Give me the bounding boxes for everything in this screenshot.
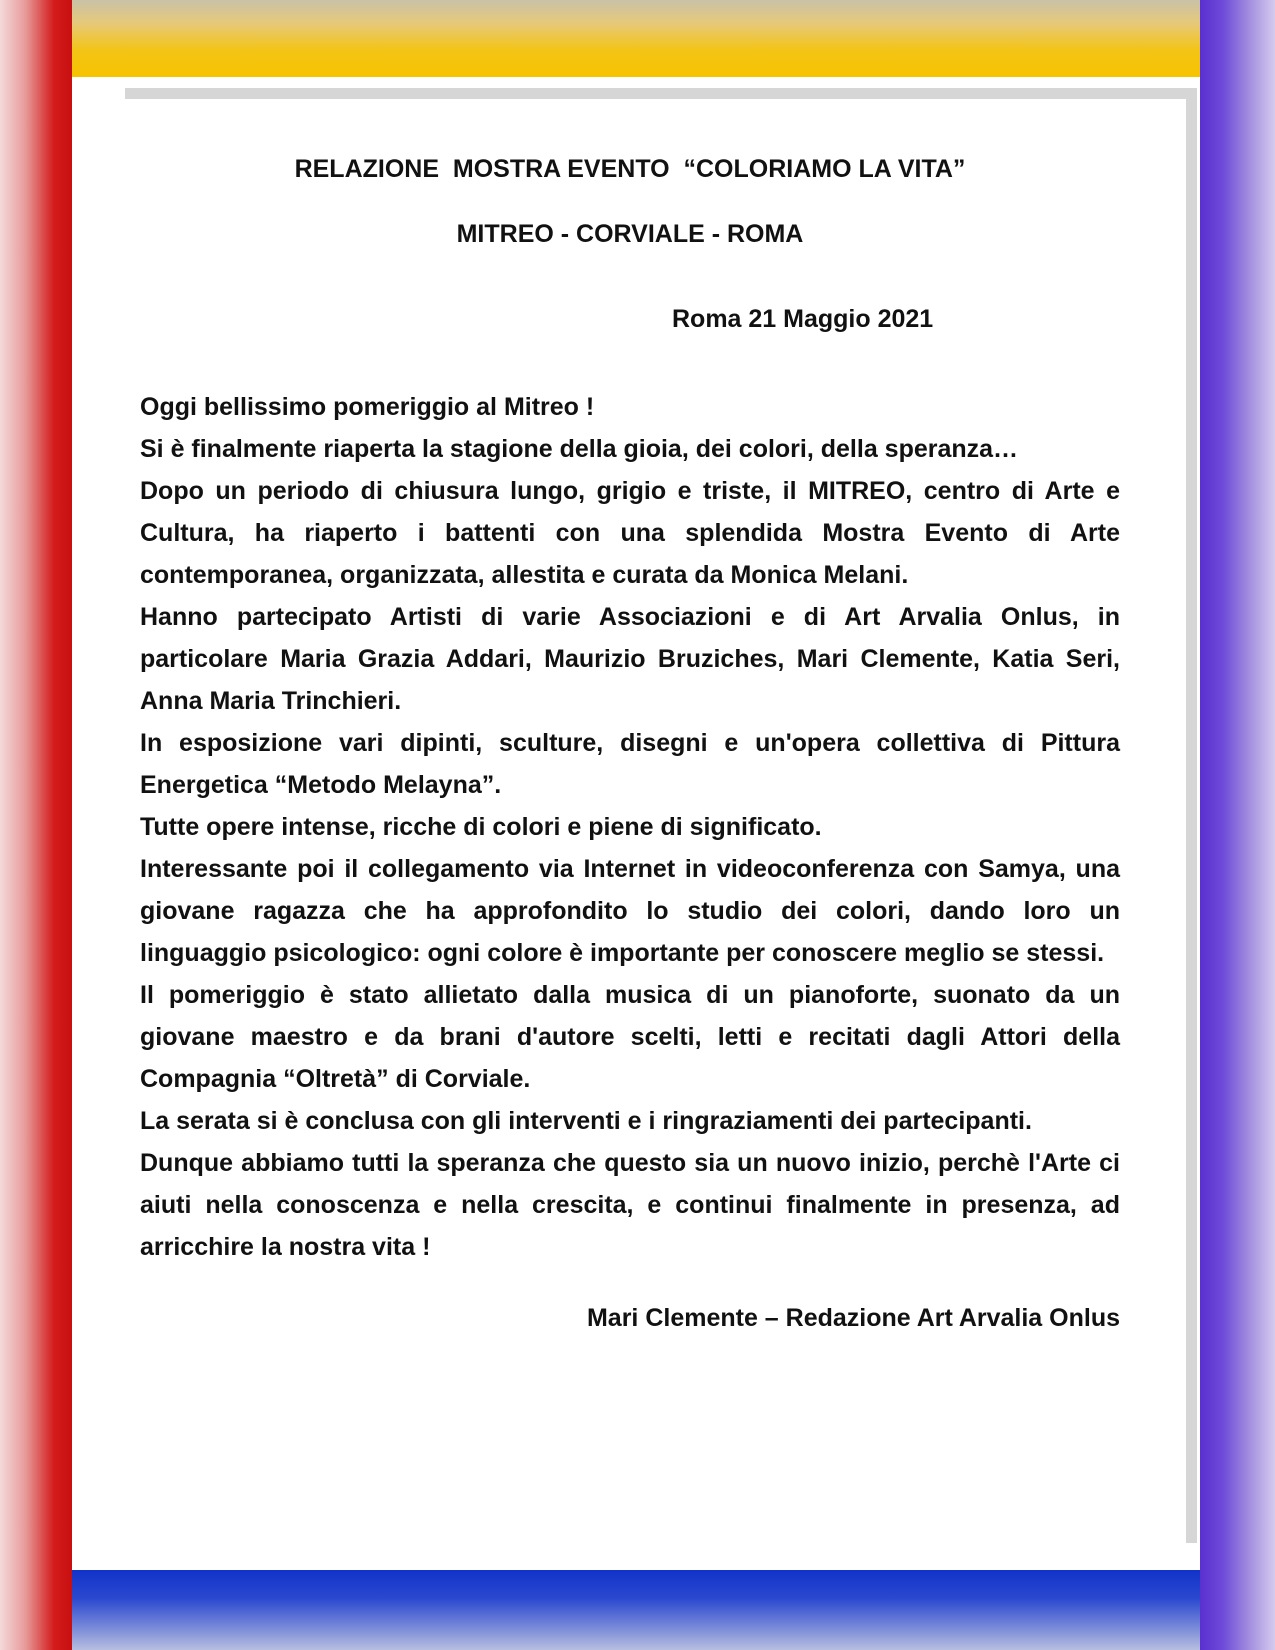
paragraph: Tutte opere intense, ricche di colori e piene di significato. [140,813,822,841]
page-shadow-top [125,88,1197,99]
paragraph: Dunque abbiamo tutti la speranza che questo sia un nuovo inizio, perchè l'Arte ci aiuti nella conoscenza e nella crescita, e continui finalmente in presenza, ad arricchire la nostra vita ! [140,1149,1120,1261]
document-signature: Mari Clemente – Redazione Art Arvalia Onlus [586,1304,1120,1332]
frame-right-blue [1200,0,1275,1650]
paragraph: Hanno partecipato Artisti di varie Associazioni e di Art Arvalia Onlus, in particolare Maria Grazia Addari, Maurizio Bruziches, Mari Clemente, Katia Seri, Anna Maria Trinchieri. [140,603,1120,715]
frame-bottom-blue [72,1570,1200,1650]
page-shadow-right [1186,88,1197,1543]
frame-top-yellow [72,0,1200,77]
paragraph: In esposizione vari dipinti, sculture, disegni e un'opera collettiva di Pittura Energetica “Metodo Melayna”. [140,729,1120,799]
document-subtitle: MITREO - CORVIALE - ROMA [456,220,804,248]
paragraph: Il pomeriggio è stato allietato dalla musica di un pianoforte, suonato da un giovane maestro e da brani d'autore scelti, letti e recitati dagli Attori della Compagnia “Oltretà” di Corviale. [140,981,1120,1093]
document-date: Roma 21 Maggio 2021 [672,305,934,333]
paragraph: Interessante poi il collegamento via Internet in videoconferenza con Samya, una giovane ragazza che ha approfondito lo studio dei colori, dando loro un linguaggio psicologico: ogni colore è importante per conoscere meglio se stessi. [140,855,1120,967]
paragraph: Oggi bellissimo pomeriggio al Mitreo ! [140,393,595,421]
paragraph: La serata si è conclusa con gli interventi e i ringraziamenti dei partecipanti. [140,1107,1032,1135]
frame-left-red [0,0,72,1650]
document-title: RELAZIONE MOSTRA EVENTO “COLORIAMO LA VITA” [294,155,966,183]
document-body [140,386,1120,1268]
document-page [140,100,1120,1334]
paragraph: Dopo un periodo di chiusura lungo, grigio e triste, il MITREO, centro di Arte e Cultura, ha riaperto i battenti con una splendida Mostra Evento di Arte contemporanea, organizzata, allestita e curata da Monica Melani. [140,477,1120,589]
paragraph: Si è finalmente riaperta la stagione della gioia, dei colori, della speranza… [140,435,1019,463]
